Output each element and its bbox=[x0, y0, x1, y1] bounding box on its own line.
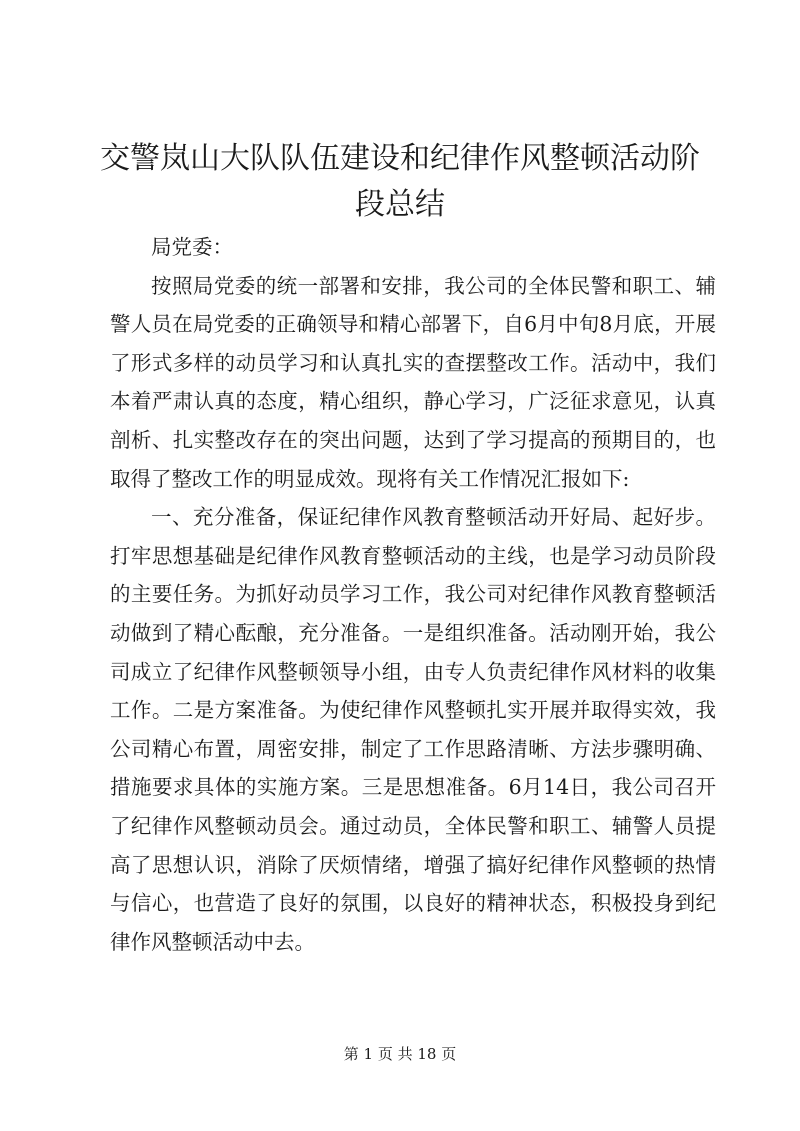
document-title: 交警岚山大队队伍建设和纪律作风整顿活动阶段总结 bbox=[100, 141, 700, 222]
salutation: 局党委： bbox=[151, 235, 233, 259]
paragraph-section-1: 一、充分准备，保证纪律作风教育整顿活动开好局、起好步。打牢思想基础是纪律作风教育整顿活动的主线，也是学习动员阶段的主要任务。为抓好动员学习工作，我公司对纪律作风教育整顿活动做到了精心酝酿，充分准备。一是组织准备。活动刚开始，我公司成立了纪律作风整顿领导小组，由专人负责纪律作风材料的收集工作。二是方案准备。为使纪律作风整顿扎实开展并取得实效，我公司精心布置，周密安排，制定了工作思路清晰、方法步骤明确、措施要求具体的实施方案。三是思想准备。6月14日，我公司召开了纪律作风整顿动员会。通过动员，全体民警和职工、辅警人员提高了思想认识，消除了厌烦情绪，增强了搞好纪律作风整顿的热情与信心，也营造了良好的氛围，以良好的精神状态，积极投身到纪律作风整顿活动中去。 bbox=[110, 505, 716, 954]
paragraph-intro: 按照局党委的统一部署和安排，我公司的全体民警和职工、辅警人员在局党委的正确领导和精心部署下，自6月中旬8月底，开展了形式多样的动员学习和认真扎实的查摆整改工作。活动中，我们本着严肃认真的态度，精心组织，静心学习，广泛征求意见，认真剖析、扎实整改存在的突出问题，达到了学习提高的预期目的，也取得了整改工作的明显成效。现将有关工作情况汇报如下: bbox=[110, 273, 716, 491]
page-footer: 第 1 页 共 18 页 bbox=[343, 1045, 457, 1063]
document-body bbox=[110, 228, 716, 961]
